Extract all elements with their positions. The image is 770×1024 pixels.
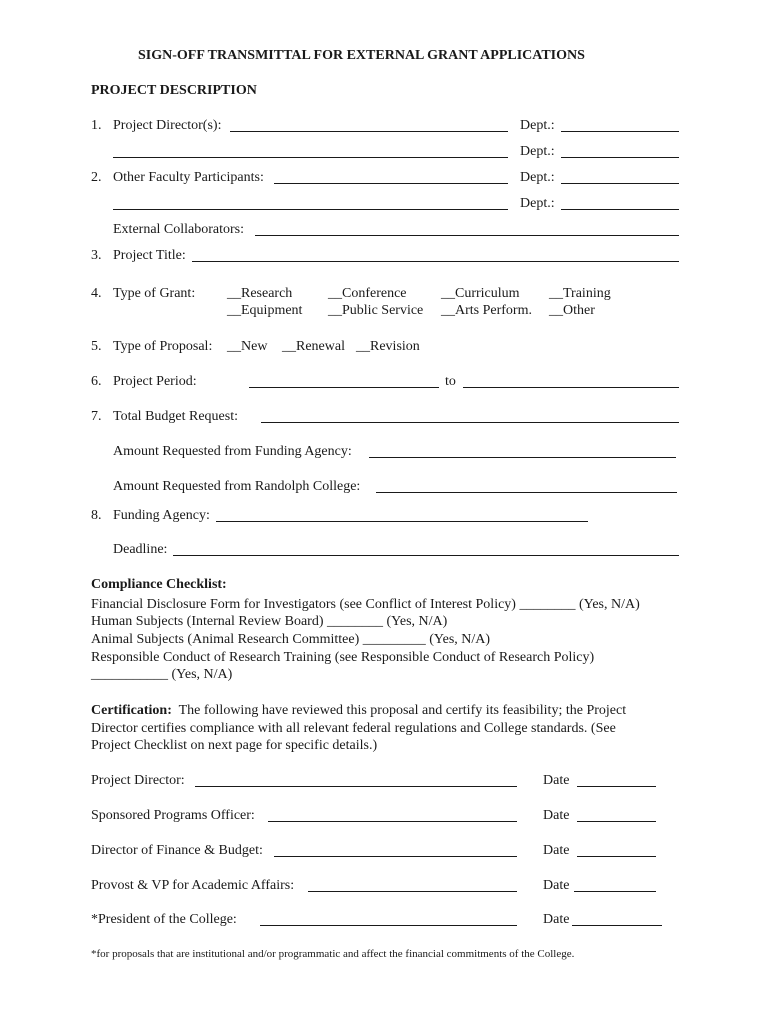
compliance-financial-disclosure: Financial Disclosure Form for Investigators (see Conflict of Interest Policy) ________ (Yes, N/A) <box>91 597 640 612</box>
grant-option-training[interactable]: __Training <box>549 286 611 301</box>
compliance-animal-subjects: Animal Subjects (Animal Research Committee) _________ (Yes, N/A) <box>91 632 491 647</box>
project-title-line[interactable] <box>192 261 679 262</box>
other-faculty-line-1[interactable] <box>274 183 508 184</box>
dept-line-4[interactable] <box>561 209 679 210</box>
date-line-finance-budget[interactable] <box>577 856 656 857</box>
signature-line-project-director[interactable] <box>195 786 517 787</box>
grant-option-conference[interactable]: __Conference <box>328 286 407 301</box>
dept-line-2[interactable] <box>561 157 679 158</box>
item-number: 6. <box>91 374 102 389</box>
compliance-rcr-training: Responsible Conduct of Research Training (see Responsible Conduct of Research Policy) <box>91 650 595 665</box>
signature-line-provost[interactable] <box>308 891 517 892</box>
grant-option-equipment[interactable]: __Equipment <box>227 303 303 318</box>
other-faculty-label: Other Faculty Participants: <box>113 170 264 185</box>
item-number: 3. <box>91 248 102 263</box>
date-label: Date <box>543 878 570 893</box>
footnote: *for proposals that are institutional and/or programmatic and affect the financial commitments of the College. <box>91 948 575 960</box>
type-of-proposal-label: Type of Proposal: <box>113 339 213 354</box>
grant-option-curriculum[interactable]: __Curriculum <box>441 286 520 301</box>
grant-option-arts-perform[interactable]: __Arts Perform. <box>441 303 532 318</box>
signature-label-sponsored-programs: Sponsored Programs Officer: <box>91 808 255 823</box>
compliance-heading: Compliance Checklist: <box>91 577 227 592</box>
compliance-rcr-training-answer: ___________ (Yes, N/A) <box>91 667 233 682</box>
funding-agency-label: Funding Agency: <box>113 508 210 523</box>
compliance-human-subjects: Human Subjects (Internal Review Board) ________ (Yes, N/A) <box>91 614 448 629</box>
proposal-option-revision[interactable]: __Revision <box>356 339 420 354</box>
certification-text-3: Project Checklist on next page for specific details.) <box>91 738 378 753</box>
form-title: SIGN-OFF TRANSMITTAL FOR EXTERNAL GRANT APPLICATIONS <box>138 48 585 63</box>
external-collaborators-line[interactable] <box>255 235 679 236</box>
certification-heading: Certification: <box>91 703 172 718</box>
total-budget-line[interactable] <box>261 422 679 423</box>
project-period-to: to <box>445 374 456 389</box>
project-period-start-line[interactable] <box>249 387 439 388</box>
grant-option-public-service[interactable]: __Public Service <box>328 303 424 318</box>
dept-label: Dept.: <box>520 118 555 133</box>
date-line-provost[interactable] <box>574 891 656 892</box>
project-director-line-1[interactable] <box>230 131 508 132</box>
signature-label-provost: Provost & VP for Academic Affairs: <box>91 878 295 893</box>
project-description-heading: PROJECT DESCRIPTION <box>91 83 257 98</box>
dept-label: Dept.: <box>520 196 555 211</box>
proposal-option-renewal[interactable]: __Renewal <box>282 339 345 354</box>
item-number: 4. <box>91 286 102 301</box>
certification-text-2: Director certifies compliance with all relevant federal regulations and College standards. (See <box>91 721 616 736</box>
deadline-label: Deadline: <box>113 542 168 557</box>
date-label: Date <box>543 808 570 823</box>
funding-agency-amount-label: Amount Requested from Funding Agency: <box>113 444 352 459</box>
dept-line-3[interactable] <box>561 183 679 184</box>
funding-agency-amount-line[interactable] <box>369 457 676 458</box>
date-line-sponsored-programs[interactable] <box>577 821 656 822</box>
project-director-line-2[interactable] <box>113 157 508 158</box>
date-label: Date <box>543 843 570 858</box>
deadline-line[interactable] <box>173 555 679 556</box>
date-label: Date <box>543 912 570 927</box>
date-line-project-director[interactable] <box>577 786 656 787</box>
item-number: 8. <box>91 508 102 523</box>
project-period-end-line[interactable] <box>463 387 679 388</box>
total-budget-label: Total Budget Request: <box>113 409 239 424</box>
grant-option-research[interactable]: __Research <box>227 286 293 301</box>
signature-label-project-director: Project Director: <box>91 773 185 788</box>
date-line-president[interactable] <box>572 925 662 926</box>
dept-line-1[interactable] <box>561 131 679 132</box>
project-period-label: Project Period: <box>113 374 197 389</box>
college-amount-line[interactable] <box>376 492 677 493</box>
signature-label-president: *President of the College: <box>91 912 237 927</box>
external-collaborators-label: External Collaborators: <box>113 222 245 237</box>
item-number: 5. <box>91 339 102 354</box>
proposal-option-new[interactable]: __New <box>227 339 268 354</box>
type-of-grant-label: Type of Grant: <box>113 286 196 301</box>
certification-line-1 <box>91 703 626 719</box>
signature-line-finance-budget[interactable] <box>274 856 517 857</box>
signature-line-sponsored-programs[interactable] <box>268 821 517 822</box>
item-number: 1. <box>91 118 102 133</box>
date-label: Date <box>543 773 570 788</box>
college-amount-label: Amount Requested from Randolph College: <box>113 479 361 494</box>
funding-agency-line[interactable] <box>216 521 588 522</box>
dept-label: Dept.: <box>520 170 555 185</box>
other-faculty-line-2[interactable] <box>113 209 508 210</box>
signature-label-finance-budget: Director of Finance & Budget: <box>91 843 263 858</box>
item-number: 7. <box>91 409 102 424</box>
signature-line-president[interactable] <box>260 925 517 926</box>
item-number: 2. <box>91 170 102 185</box>
project-title-label: Project Title: <box>113 248 186 263</box>
dept-label: Dept.: <box>520 144 555 159</box>
project-director-label: Project Director(s): <box>113 118 222 133</box>
grant-option-other[interactable]: __Other <box>549 303 595 318</box>
certification-text-1: The following have reviewed this proposal and certify its feasibility; the Project <box>178 703 627 718</box>
